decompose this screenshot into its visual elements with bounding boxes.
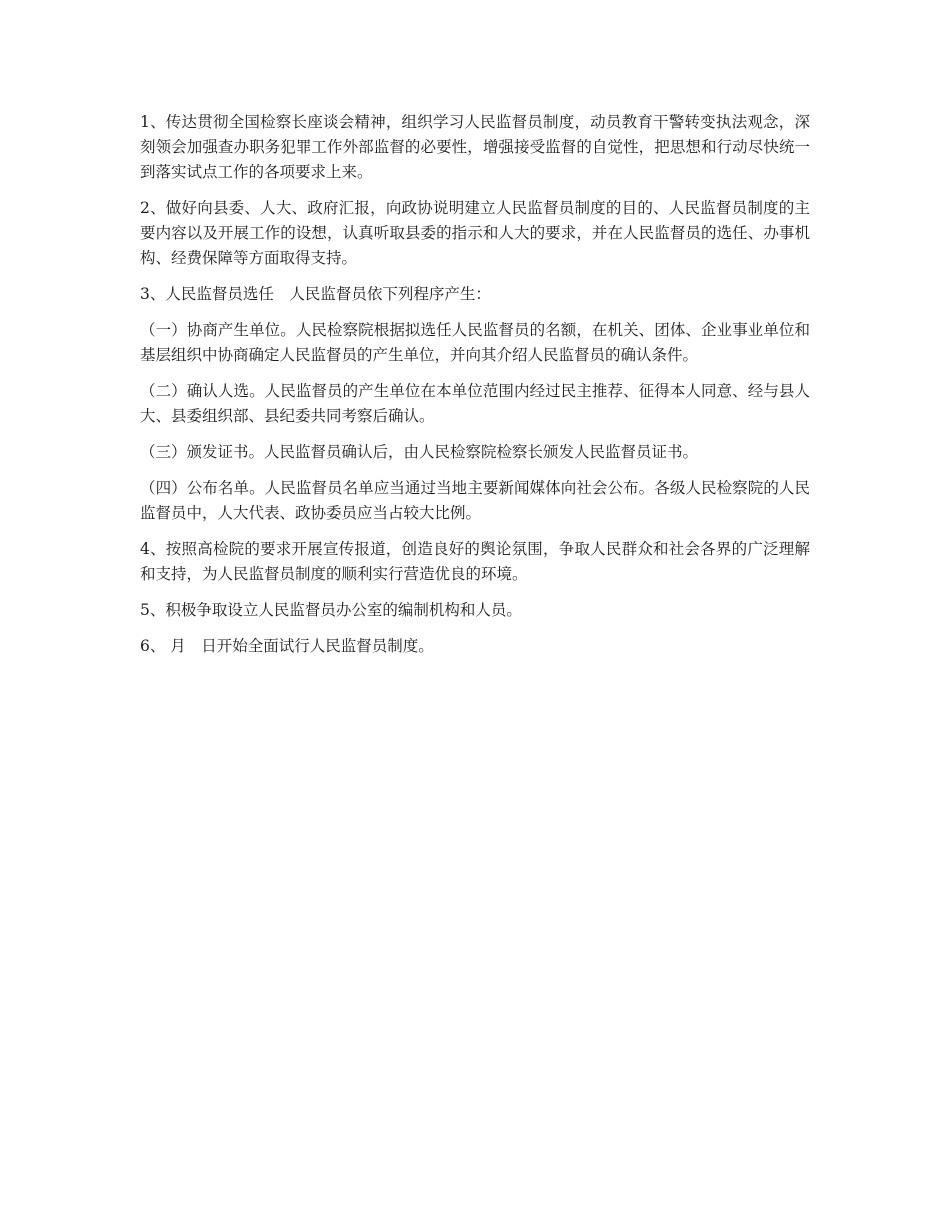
paragraph-1: 1、传达贯彻全国检察长座谈会精神，组织学习人民监督员制度，动员教育干警转变执法观念，深刻领会加强查办职务犯罪工作外部监督的必要性，增强接受监督的自觉性，把思想和行动尽快统一到落实试点工作的各项要求上来。 (140, 113, 810, 181)
paragraph-3-4: （四）公布名单。人民监督员名单应当通过当地主要新闻媒体向社会公布。各级人民检察院的人民监督员中，人大代表、政协委员应当占较大比例。 (140, 479, 810, 522)
paragraph-5: 5、积极争取设立人民监督员办公室的编制机构和人员。 (140, 601, 522, 619)
paragraph-3-2: （二）确认人选。人民监督员的产生单位在本单位范围内经过民主推荐、征得本人同意、经与县人大、县委组织部、县纪委共同考察后确认。 (140, 382, 810, 425)
paragraph-4: 4、按照高检院的要求开展宣传报道，创造良好的舆论氛围，争取人民群众和社会各界的广泛理解和支持，为人民监督员制度的顺利实行营造优良的环境。 (140, 540, 810, 583)
paragraph-2: 2、做好向县委、人大、政府汇报，向政协说明建立人民监督员制度的目的、人民监督员制度的主要内容以及开展工作的设想，认真听取县委的指示和人大的要求，并在人民监督员的选任、办事机构、经费保障等方面取得支持。 (140, 199, 810, 267)
paragraph-3-1: （一）协商产生单位。人民检察院根据拟选任人民监督员的名额，在机关、团体、企业事业单位和基层组织中协商确定人民监督员的产生单位，并向其介绍人民监督员的确认条件。 (140, 321, 810, 364)
paragraph-6: 6、 月 日开始全面试行人民监督员制度。 (140, 637, 434, 655)
paragraph-3-3: （三）颁发证书。人民监督员确认后，由人民检察院检察长颁发人民监督员证书。 (140, 443, 699, 461)
paragraph-3: 3、人民监督员选任 人民监督员依下列程序产生： (140, 285, 491, 303)
